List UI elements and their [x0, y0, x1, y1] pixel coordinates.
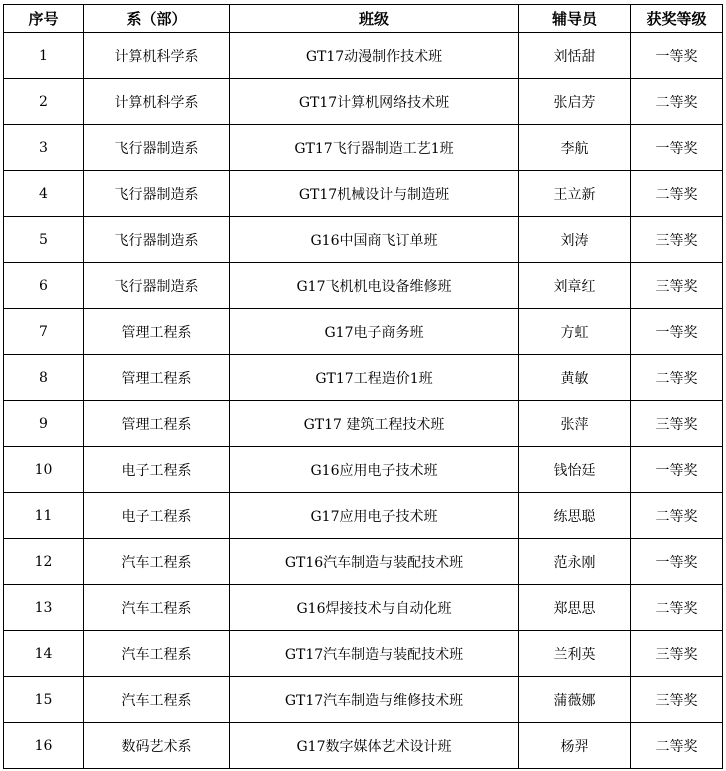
table-row: [4, 125, 723, 171]
table-row: [4, 723, 723, 769]
cell-no: 15: [4, 677, 84, 723]
cell-award: 二等奖: [631, 723, 723, 769]
cell-class: GT17汽车制造与装配技术班: [230, 631, 519, 677]
cell-counselor: 李航: [519, 125, 631, 171]
cell-award: 二等奖: [631, 79, 723, 125]
cell-dept: 汽车工程系: [84, 631, 230, 677]
cell-dept: 管理工程系: [84, 401, 230, 447]
table-row: [4, 677, 723, 723]
cell-no: 5: [4, 217, 84, 263]
cell-class: GT16汽车制造与装配技术班: [230, 539, 519, 585]
cell-dept: 数码艺术系: [84, 723, 230, 769]
cell-class: GT17 建筑工程技术班: [230, 401, 519, 447]
cell-dept: 飞行器制造系: [84, 125, 230, 171]
table-row: [4, 79, 723, 125]
cell-dept: 汽车工程系: [84, 585, 230, 631]
cell-dept: 电子工程系: [84, 493, 230, 539]
header-row: [4, 5, 723, 33]
cell-dept: 计算机科学系: [84, 33, 230, 79]
cell-counselor: 刘章红: [519, 263, 631, 309]
cell-dept: 计算机科学系: [84, 79, 230, 125]
cell-award: 三等奖: [631, 263, 723, 309]
cell-counselor: 黄敏: [519, 355, 631, 401]
cell-counselor: 王立新: [519, 171, 631, 217]
cell-award: 三等奖: [631, 217, 723, 263]
cell-class: GT17计算机网络技术班: [230, 79, 519, 125]
cell-award: 三等奖: [631, 401, 723, 447]
cell-award: 一等奖: [631, 539, 723, 585]
cell-class: G16焊接技术与自动化班: [230, 585, 519, 631]
cell-no: 9: [4, 401, 84, 447]
cell-dept: 飞行器制造系: [84, 171, 230, 217]
cell-counselor: 张启芳: [519, 79, 631, 125]
table-row: [4, 401, 723, 447]
cell-dept: 汽车工程系: [84, 677, 230, 723]
cell-award: 一等奖: [631, 447, 723, 493]
cell-award: 一等奖: [631, 33, 723, 79]
table-row: [4, 539, 723, 585]
cell-counselor: 范永刚: [519, 539, 631, 585]
cell-class: GT17动漫制作技术班: [230, 33, 519, 79]
cell-counselor: 兰利英: [519, 631, 631, 677]
cell-award: 一等奖: [631, 309, 723, 355]
table-row: [4, 217, 723, 263]
cell-no: 10: [4, 447, 84, 493]
table-row: [4, 263, 723, 309]
cell-no: 11: [4, 493, 84, 539]
cell-no: 13: [4, 585, 84, 631]
cell-class: GT17汽车制造与维修技术班: [230, 677, 519, 723]
cell-dept: 管理工程系: [84, 309, 230, 355]
cell-no: 16: [4, 723, 84, 769]
table-row: [4, 447, 723, 493]
cell-award: 三等奖: [631, 677, 723, 723]
cell-class: GT17机械设计与制造班: [230, 171, 519, 217]
cell-counselor: 杨羿: [519, 723, 631, 769]
cell-no: 2: [4, 79, 84, 125]
cell-no: 4: [4, 171, 84, 217]
cell-no: 3: [4, 125, 84, 171]
cell-counselor: 刘涛: [519, 217, 631, 263]
table-row: [4, 585, 723, 631]
cell-counselor: 张萍: [519, 401, 631, 447]
cell-counselor: 刘恬甜: [519, 33, 631, 79]
header-class: 班级: [230, 5, 519, 33]
cell-class: G17电子商务班: [230, 309, 519, 355]
cell-counselor: 方虹: [519, 309, 631, 355]
cell-no: 8: [4, 355, 84, 401]
cell-award: 二等奖: [631, 585, 723, 631]
header-no: 序号: [4, 5, 84, 33]
cell-award: 一等奖: [631, 125, 723, 171]
cell-class: G16中国商飞订单班: [230, 217, 519, 263]
table-row: [4, 309, 723, 355]
cell-dept: 汽车工程系: [84, 539, 230, 585]
table-row: [4, 631, 723, 677]
cell-class: G16应用电子技术班: [230, 447, 519, 493]
cell-class: G17应用电子技术班: [230, 493, 519, 539]
cell-counselor: 练思聪: [519, 493, 631, 539]
cell-counselor: 钱怡廷: [519, 447, 631, 493]
award-table: [3, 4, 723, 769]
table-row: [4, 493, 723, 539]
cell-counselor: 郑思思: [519, 585, 631, 631]
cell-award: 二等奖: [631, 355, 723, 401]
table-body: [4, 33, 723, 769]
cell-no: 1: [4, 33, 84, 79]
cell-class: G17飞机机电设备维修班: [230, 263, 519, 309]
cell-no: 14: [4, 631, 84, 677]
cell-class: G17数字媒体艺术设计班: [230, 723, 519, 769]
cell-dept: 飞行器制造系: [84, 263, 230, 309]
cell-award: 二等奖: [631, 171, 723, 217]
cell-dept: 电子工程系: [84, 447, 230, 493]
cell-dept: 飞行器制造系: [84, 217, 230, 263]
cell-class: GT17飞行器制造工艺1班: [230, 125, 519, 171]
table-row: [4, 355, 723, 401]
header-dept: 系（部）: [84, 5, 230, 33]
header-award: 获奖等级: [631, 5, 723, 33]
cell-award: 二等奖: [631, 493, 723, 539]
cell-dept: 管理工程系: [84, 355, 230, 401]
cell-no: 12: [4, 539, 84, 585]
table-row: [4, 171, 723, 217]
header-counselor: 辅导员: [519, 5, 631, 33]
cell-no: 7: [4, 309, 84, 355]
cell-counselor: 蒲薇娜: [519, 677, 631, 723]
cell-class: GT17工程造价1班: [230, 355, 519, 401]
cell-award: 三等奖: [631, 631, 723, 677]
cell-no: 6: [4, 263, 84, 309]
table-row: [4, 33, 723, 79]
